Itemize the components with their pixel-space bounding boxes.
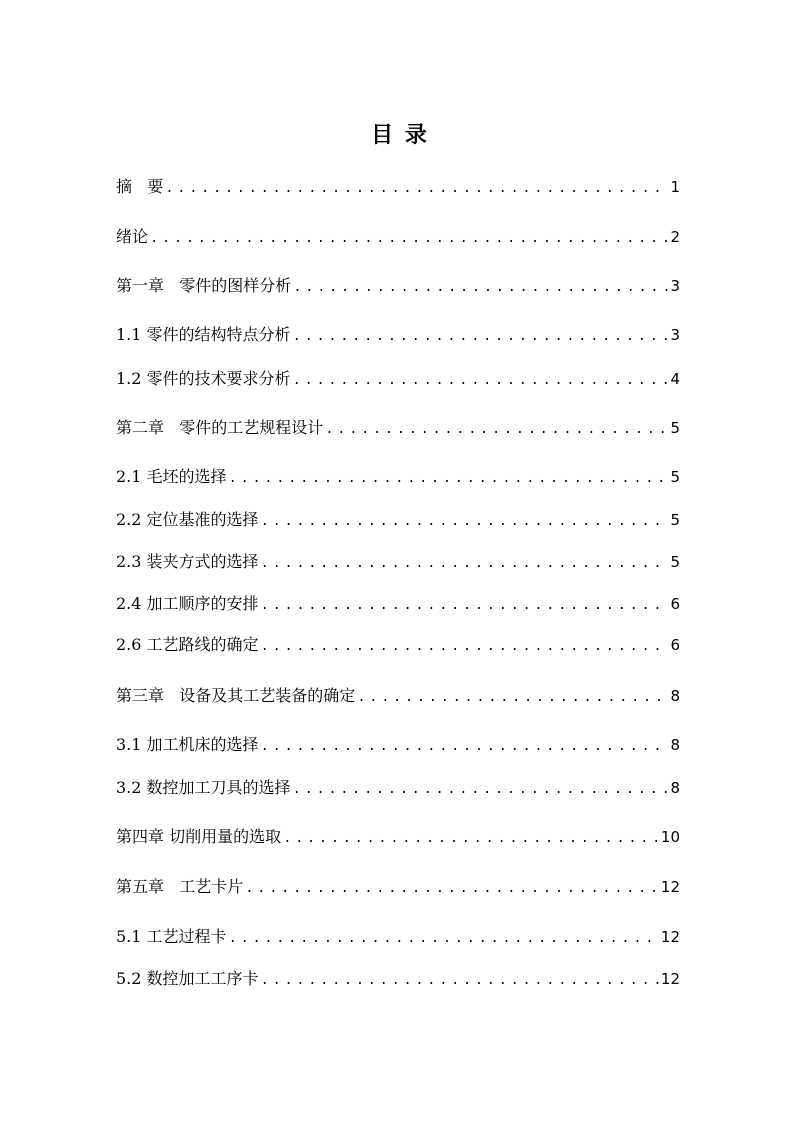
toc-page-number: 5 [670,553,680,571]
toc-entry-section-3-2[interactable] [116,776,680,800]
toc-page-number: 4 [670,370,680,388]
toc-page-number: 1 [670,178,680,196]
toc-entry-section-3-1[interactable] [116,733,680,757]
toc-page-number: 5 [670,468,680,486]
toc-leader-dots [261,635,669,657]
toc-entry-label: 绪论 [116,227,149,246]
toc-entry-section-2-1[interactable] [116,465,680,489]
toc-entry-label: 2.4 加工顺序的安排 [116,594,259,613]
toc-page-number: 5 [670,511,680,529]
toc-page-number: 5 [670,419,680,437]
toc-leader-dots [229,927,659,949]
toc-page-number: 12 [660,928,680,946]
toc-entry-label: 2.1 毛坯的选择 [116,467,227,486]
toc-entry-section-5-1[interactable] [116,925,680,949]
toc-entry-section-1-1[interactable] [116,323,680,347]
toc-leader-dots [261,510,669,532]
toc-entry-label: 3.1 加工机床的选择 [116,735,259,754]
toc-entry-label: 2.3 装夹方式的选择 [116,552,259,571]
toc-leader-dots [293,778,669,800]
toc-page-number: 6 [670,636,680,654]
toc-page-number: 2 [670,228,680,246]
toc-leader-dots [293,369,669,391]
toc-leader-dots [325,418,668,440]
toc-leader-dots [165,177,668,199]
toc-entry-chapter-5[interactable] [116,875,680,899]
toc-entry-section-2-6[interactable] [116,633,680,657]
toc-entry-section-2-2[interactable] [116,508,680,532]
toc-leader-dots [150,227,668,249]
toc-entry-label: 5.1 工艺过程卡 [116,927,227,946]
toc-leader-dots [293,276,668,298]
toc-leader-dots [357,686,668,708]
toc-leader-dots [261,594,669,616]
toc-entry-label: 5.2 数控加工工序卡 [116,969,259,988]
toc-entry-chapter-2[interactable] [116,416,680,440]
toc-entry-introduction[interactable] [116,225,680,249]
toc-entry-label: 摘 要 [116,177,164,196]
toc-leader-dots [261,552,669,574]
toc-entry-section-2-3[interactable] [116,550,680,574]
toc-title: 目 录 [371,123,429,148]
toc-entry-label: 第二章 零件的工艺规程设计 [116,418,324,437]
toc-entry-label: 1.2 零件的技术要求分析 [116,369,291,388]
toc-entry-label: 1.1 零件的结构特点分析 [116,325,291,344]
toc-page-number: 3 [670,277,680,295]
toc-page-number: 3 [670,326,680,344]
toc-leader-dots [261,969,659,991]
toc-page-number: 8 [670,736,680,754]
toc-entry-section-1-2[interactable] [116,367,680,391]
toc-entry-chapter-4[interactable] [116,825,680,849]
toc-entry-section-5-2[interactable] [116,967,680,991]
toc-page-number: 12 [660,970,680,988]
toc-entry-label: 第一章 零件的图样分析 [116,276,292,295]
toc-page-number: 10 [660,828,680,846]
toc-entry-chapter-3[interactable] [116,684,680,708]
toc-page-number: 8 [670,687,680,705]
toc-leader-dots [293,325,669,347]
toc-page-number: 8 [670,779,680,797]
toc-entry-label: 2.6 工艺路线的确定 [116,635,259,654]
toc-entry-abstract[interactable] [116,175,680,199]
toc-page-number: 6 [670,595,680,613]
toc-leader-dots [283,827,659,849]
toc-leader-dots [245,877,659,899]
toc-entry-label: 第三章 设备及其工艺装备的确定 [116,686,356,705]
toc-entry-chapter-1[interactable] [116,274,680,298]
toc-entry-label: 第五章 工艺卡片 [116,877,244,896]
toc-leader-dots [261,735,669,757]
toc-entry-section-2-4[interactable] [116,592,680,616]
toc-entry-label: 3.2 数控加工刀具的选择 [116,778,291,797]
toc-entry-label: 2.2 定位基准的选择 [116,510,259,529]
toc-leader-dots [229,467,669,489]
toc-entry-label: 第四章 切削用量的选取 [116,827,282,846]
toc-page-number: 12 [660,878,680,896]
